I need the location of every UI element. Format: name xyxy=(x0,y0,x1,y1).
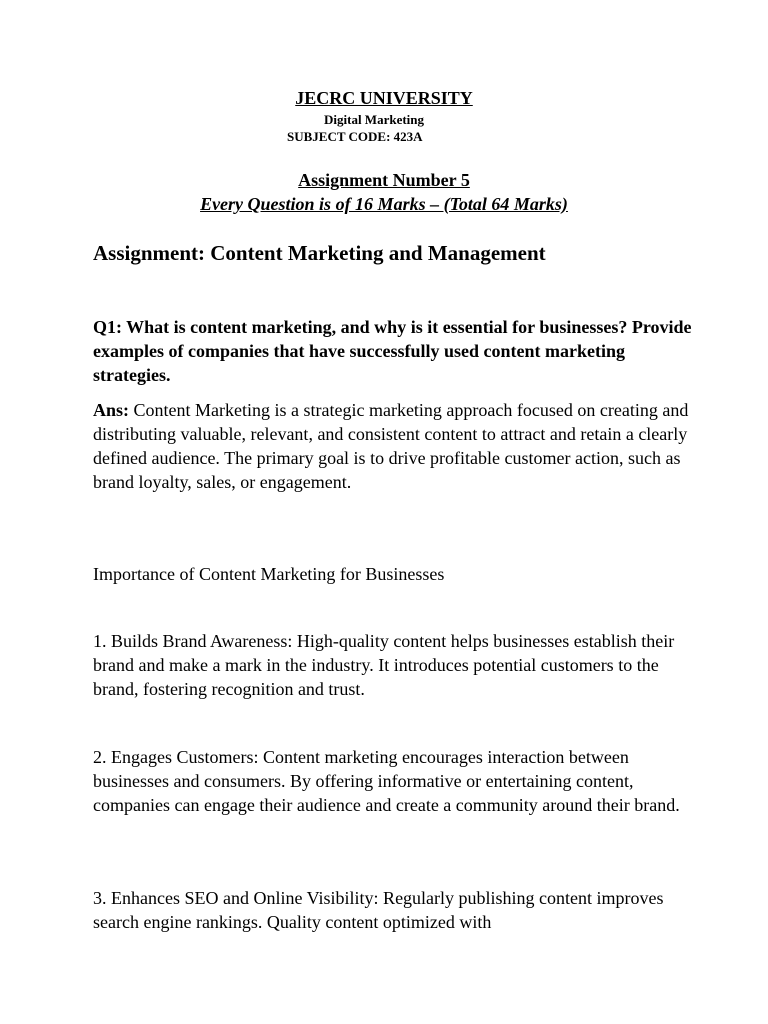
question-1: Q1: What is content marketing, and why is it essential for businesses? Provide examples of companies that have successfully used content marketing strategies. xyxy=(93,317,692,385)
subject-name: Digital Marketing xyxy=(324,112,425,127)
importance-heading: Importance of Content Marketing for Businesses xyxy=(93,564,445,584)
university-name: JECRC UNIVERSITY xyxy=(295,88,473,108)
marks-note: Every Question is of 16 Marks – (Total 64 Marks) xyxy=(200,194,568,214)
importance-point-3: 3. Enhances SEO and Online Visibility: Regularly publishing content improves search engine rankings. Quality content optimized with xyxy=(93,888,664,932)
answer-1 xyxy=(93,398,693,494)
importance-point-1: 1. Builds Brand Awareness: High-quality content helps businesses establish their brand and make a mark in the industry. It introduces potential customers to the brand, fostering recognition and trust. xyxy=(93,631,675,699)
importance-point-2: 2. Engages Customers: Content marketing encourages interaction between businesses and consumers. By offering informative or entertaining content, companies can engage their audience and create a community around their brand. xyxy=(93,747,680,815)
answer-label: Ans: xyxy=(93,400,130,420)
subject-code: SUBJECT CODE: 423A xyxy=(287,129,423,144)
answer-text: Content Marketing is a strategic marketing approach focused on creating and distributing valuable, relevant, and consistent content to attract and retain a clearly defined audience. The primary goal is to drive profitable customer action, such as brand loyalty, sales, or engagement. xyxy=(93,400,689,492)
assignment-title: Assignment: Content Marketing and Management xyxy=(93,241,546,265)
assignment-number: Assignment Number 5 xyxy=(298,170,470,190)
